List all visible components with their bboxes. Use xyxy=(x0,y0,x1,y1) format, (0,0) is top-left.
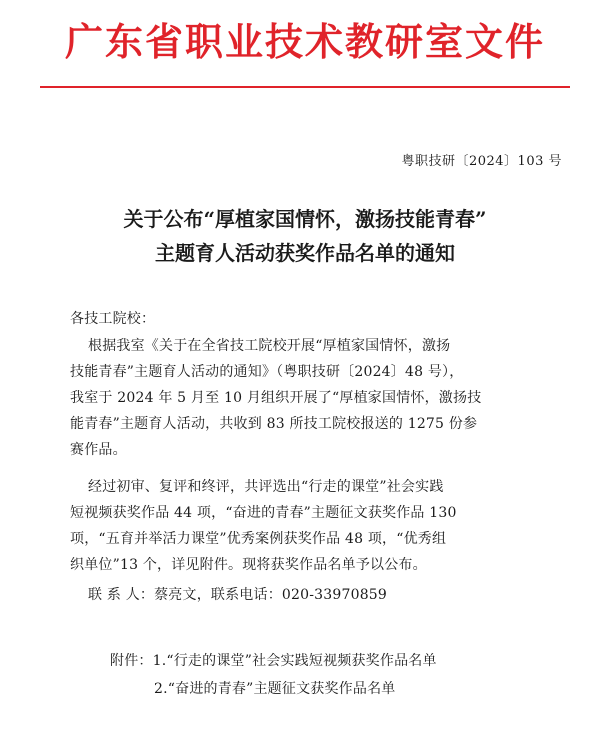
salutation: 各技工院校： xyxy=(70,311,156,327)
paragraph-2-line: 织单位”13 个，详见附件。现将获奖作品名单予以公布。 xyxy=(70,557,427,573)
attachment-item-2: 2.“奋进的青春”主题征文获奖作品名单 xyxy=(154,681,396,697)
paragraph-1-line: 技能青春”主题育人活动的通知》（粤职技研〔2024〕48 号）， xyxy=(70,364,464,380)
paragraph-2-line: 经过初审、复评和终评，共评选出“行走的课堂”社会实践 xyxy=(88,479,444,495)
paragraph-1-line: 我室于 2024 年 5 月至 10 月组织开展了“厚植家国情怀，激扬技 xyxy=(70,390,482,406)
paragraph-1-line: 能青春”主题育人活动，共收到 83 所技工院校报送的 1275 份参 xyxy=(70,416,478,432)
paragraph-2-line: 项，“五育并举活力课堂”优秀案例获奖作品 48 项，“优秀组 xyxy=(70,531,447,547)
red-divider-line xyxy=(40,86,570,88)
paragraph-1-line: 根据我室《关于在全省技工院校开展“厚植家国情怀，激扬 xyxy=(88,338,451,354)
notice-title-line-2: 主题育人活动获奖作品名单的通知 xyxy=(155,241,455,265)
paragraph-1-line: 赛作品。 xyxy=(70,442,127,458)
document-masthead: 广东省职业技术教研室文件 xyxy=(64,19,545,64)
paragraph-2-line: 短视频获奖作品 44 项，“奋进的青春”主题征文获奖作品 130 xyxy=(70,505,457,521)
document-number: 粤职技研〔2024〕103 号 xyxy=(401,154,562,169)
attachment-item-1: 附件：1.“行走的课堂”社会实践短视频获奖作品名单 xyxy=(110,653,437,669)
contact-info: 联 系 人：蔡亮文，联系电话：020-33970859 xyxy=(88,587,388,603)
notice-title-line-1: 关于公布“厚植家国情怀，激扬技能青春” xyxy=(123,207,487,231)
